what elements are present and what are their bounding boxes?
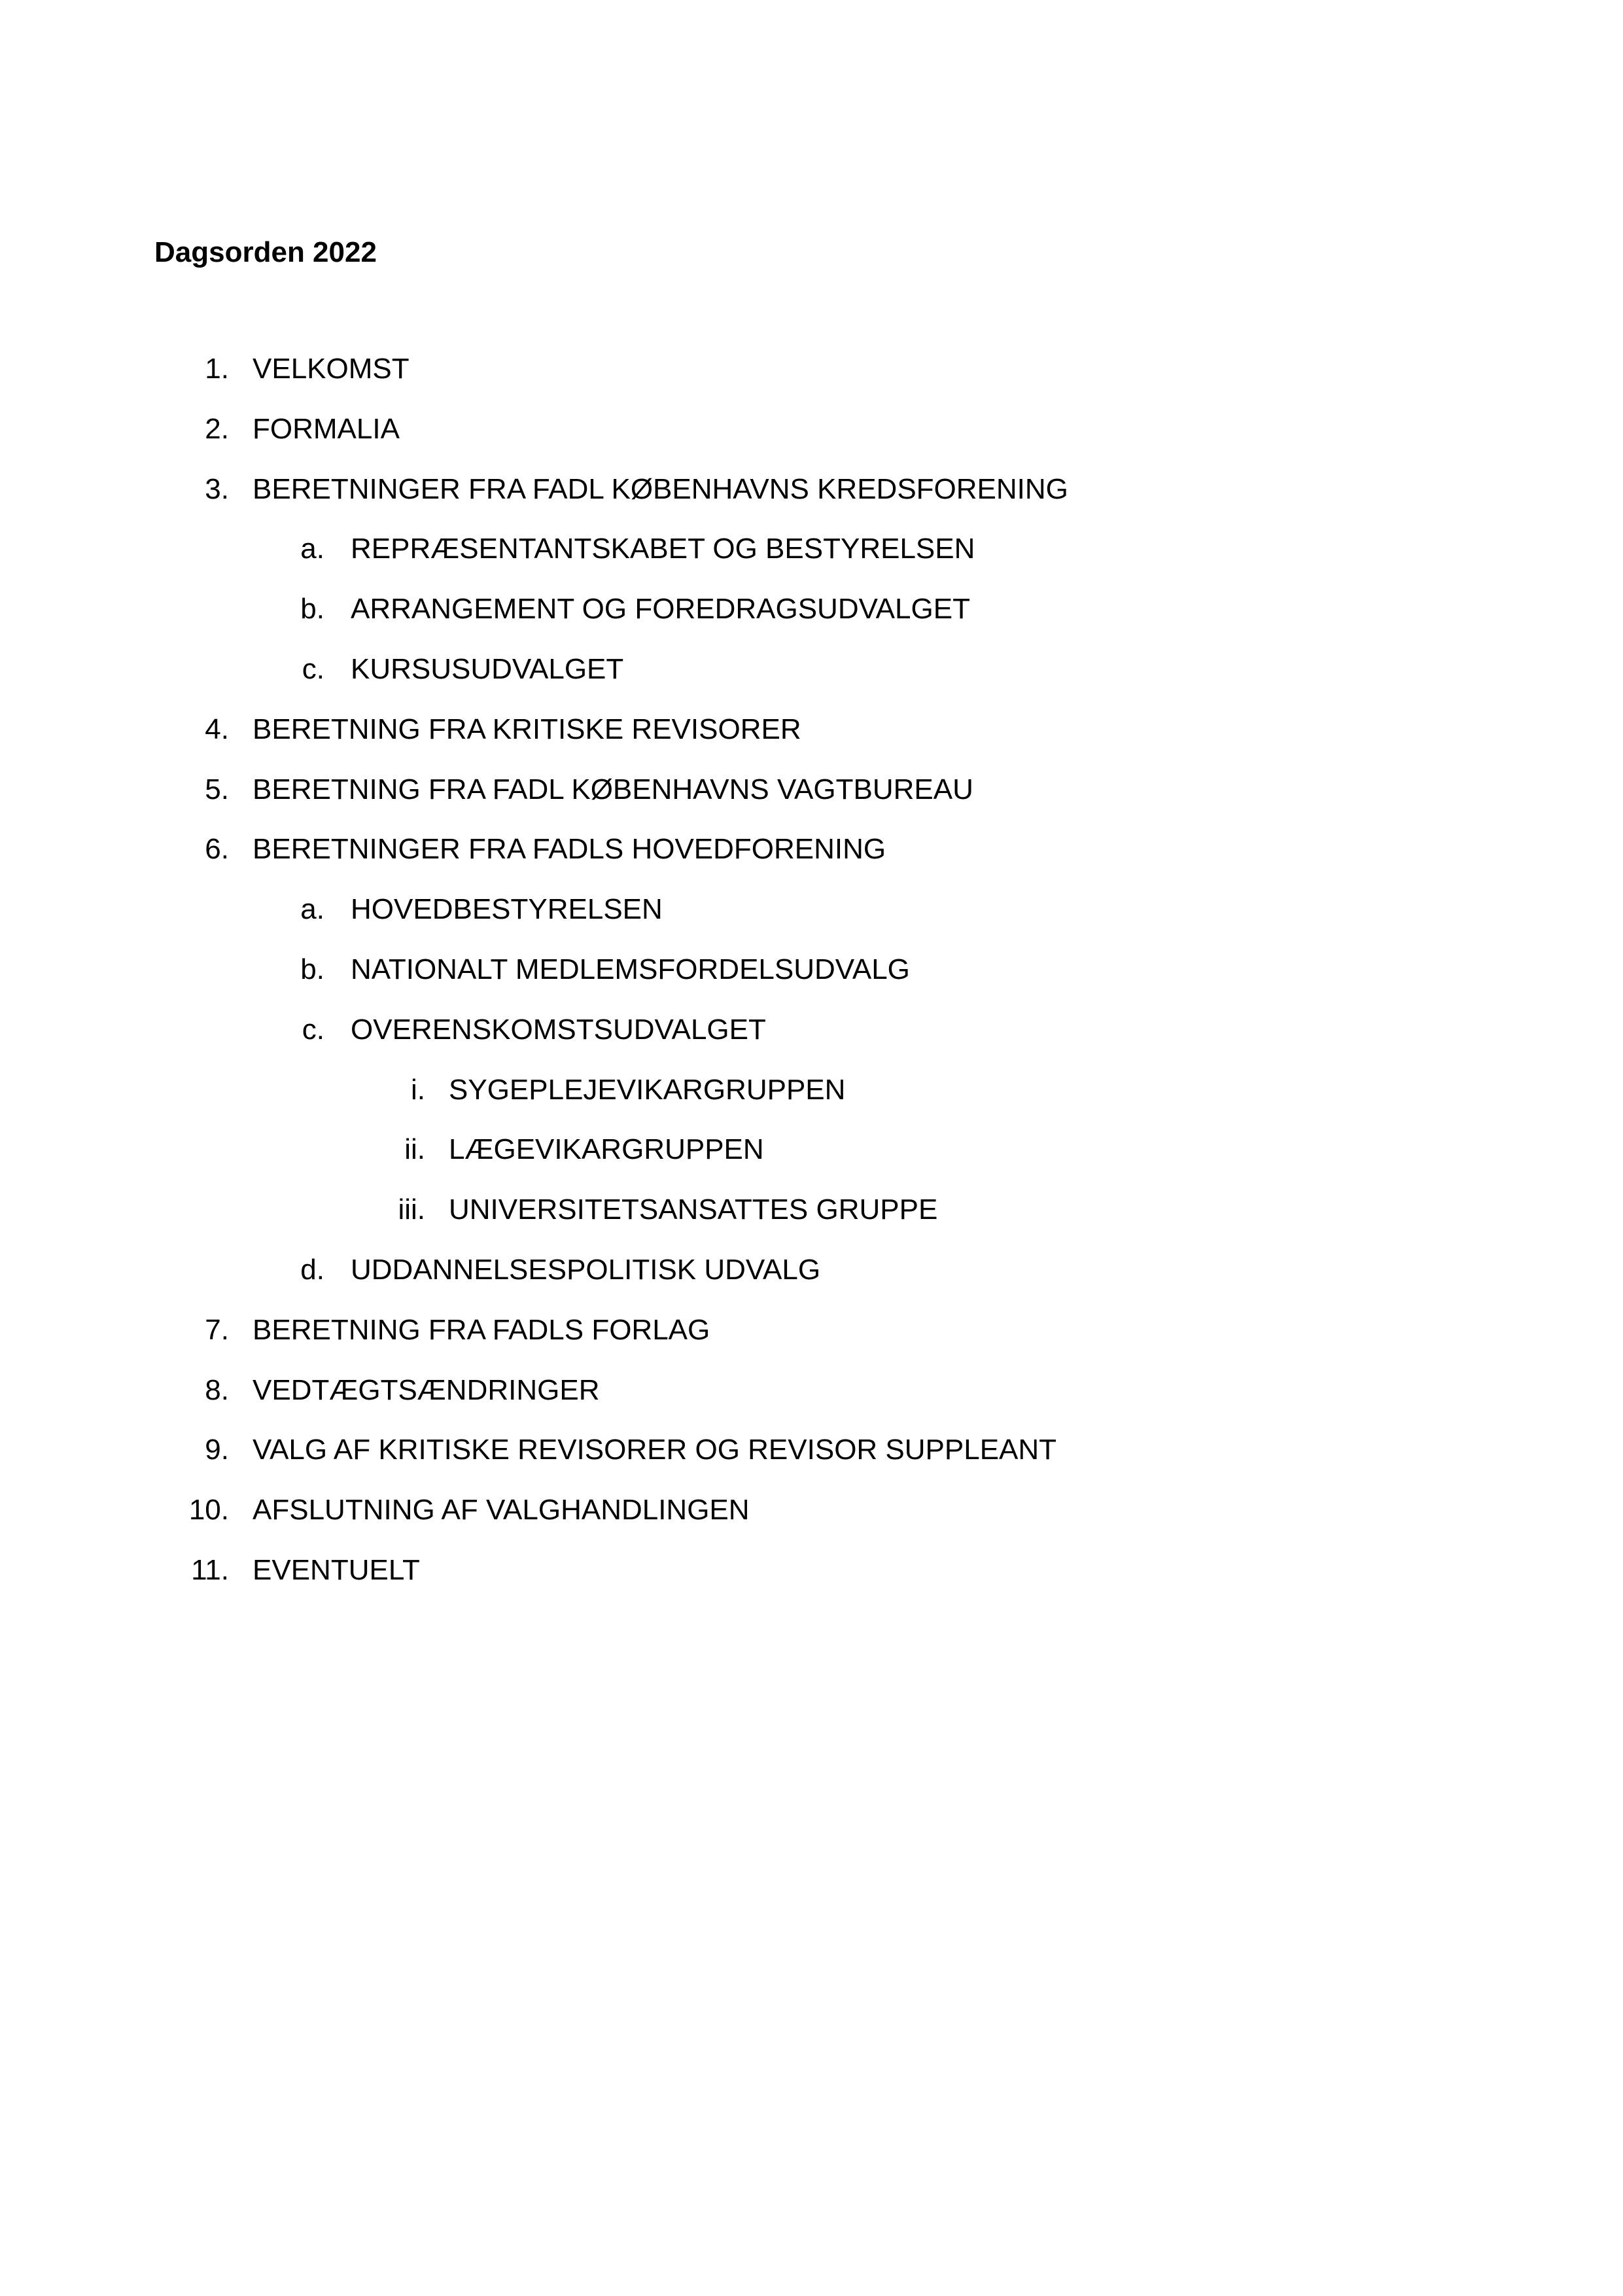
item-text: BERETNINGER FRA FADL KØBENHAVNS KREDSFORENING <box>253 472 1068 505</box>
item-text: VEDTÆGTSÆNDRINGER <box>253 1373 600 1406</box>
agenda-item <box>0 710 1623 770</box>
item-text: FORMALIA <box>253 412 400 445</box>
subsubitem-text: UNIVERSITETSANSATTES GRUPPE <box>449 1193 938 1226</box>
agenda-item <box>0 770 1623 830</box>
agenda-item <box>0 1371 1623 1431</box>
agenda-subitem <box>0 1010 1623 1070</box>
item-number: 5. <box>205 773 229 805</box>
item-text: BERETNING FRA KRITISKE REVISORER <box>253 713 801 745</box>
agenda-subsubitem <box>0 1190 1623 1250</box>
item-number: 8. <box>205 1373 229 1406</box>
agenda-item <box>0 470 1623 530</box>
item-number: 9. <box>205 1434 229 1466</box>
agenda-subitem <box>0 1250 1623 1311</box>
agenda-item <box>0 830 1623 890</box>
agenda-subsubitem <box>0 1130 1623 1190</box>
subitem-text: HOVEDBESTYRELSEN <box>351 893 663 926</box>
agenda-subsubitem <box>0 1070 1623 1131</box>
subitem-letter: d. <box>300 1253 324 1286</box>
subsubitem-text: LÆGEVIKARGRUPPEN <box>449 1133 764 1166</box>
agenda-item <box>0 1491 1623 1551</box>
item-text: BERETNINGER FRA FADLS HOVEDFORENING <box>253 833 886 866</box>
item-number: 1. <box>205 353 229 385</box>
agenda-item <box>0 1430 1623 1491</box>
agenda-subitem <box>0 650 1623 710</box>
item-text: EVENTUELT <box>253 1553 420 1586</box>
agenda-item <box>0 1311 1623 1371</box>
subitem-letter: c. <box>302 1013 324 1046</box>
item-text: VELKOMST <box>253 353 410 385</box>
agenda-subitem <box>0 529 1623 590</box>
subitem-letter: b. <box>300 953 324 985</box>
subitem-letter: b. <box>300 593 324 626</box>
item-number: 7. <box>205 1313 229 1346</box>
subitem-letter: a. <box>300 533 324 565</box>
item-number: 10. <box>188 1494 229 1527</box>
subitem-text: KURSUSUDVALGET <box>351 652 624 685</box>
subitem-text: NATIONALT MEDLEMSFORDELSUDVALG <box>351 953 910 985</box>
item-text: BERETNING FRA FADL KØBENHAVNS VAGTBUREAU <box>253 773 973 805</box>
item-text: AFSLUTNING AF VALGHANDLINGEN <box>253 1494 750 1527</box>
item-text: VALG AF KRITISKE REVISORER OG REVISOR SUPPLEANT <box>253 1434 1057 1466</box>
agenda-item <box>0 1551 1623 1611</box>
subitem-text: UDDANNELSESPOLITISK UDVALG <box>351 1253 821 1286</box>
subitem-text: REPRÆSENTANTSKABET OG BESTYRELSEN <box>351 533 975 565</box>
document-title: Dagsorden 2022 <box>154 236 377 268</box>
item-text: BERETNING FRA FADLS FORLAG <box>253 1313 710 1346</box>
agenda-subitem <box>0 950 1623 1010</box>
subitem-letter: a. <box>300 893 324 926</box>
subitem-text: OVERENSKOMSTSUDVALGET <box>351 1013 766 1046</box>
subsubitem-numeral: iii. <box>398 1193 425 1226</box>
agenda-subitem <box>0 590 1623 650</box>
agenda-item <box>0 410 1623 470</box>
subsubitem-numeral: ii. <box>404 1133 425 1166</box>
item-number: 3. <box>205 472 229 505</box>
agenda-subitem <box>0 890 1623 950</box>
item-number: 6. <box>205 833 229 866</box>
agenda-list <box>0 349 1623 1611</box>
item-number: 2. <box>205 412 229 445</box>
subitem-text: ARRANGEMENT OG FOREDRAGSUDVALGET <box>351 593 970 626</box>
item-number: 11. <box>191 1553 229 1586</box>
subsubitem-numeral: i. <box>411 1073 425 1106</box>
subitem-letter: c. <box>302 652 324 685</box>
item-number: 4. <box>205 713 229 745</box>
agenda-item <box>0 349 1623 410</box>
subsubitem-text: SYGEPLEJEVIKARGRUPPEN <box>449 1073 846 1106</box>
